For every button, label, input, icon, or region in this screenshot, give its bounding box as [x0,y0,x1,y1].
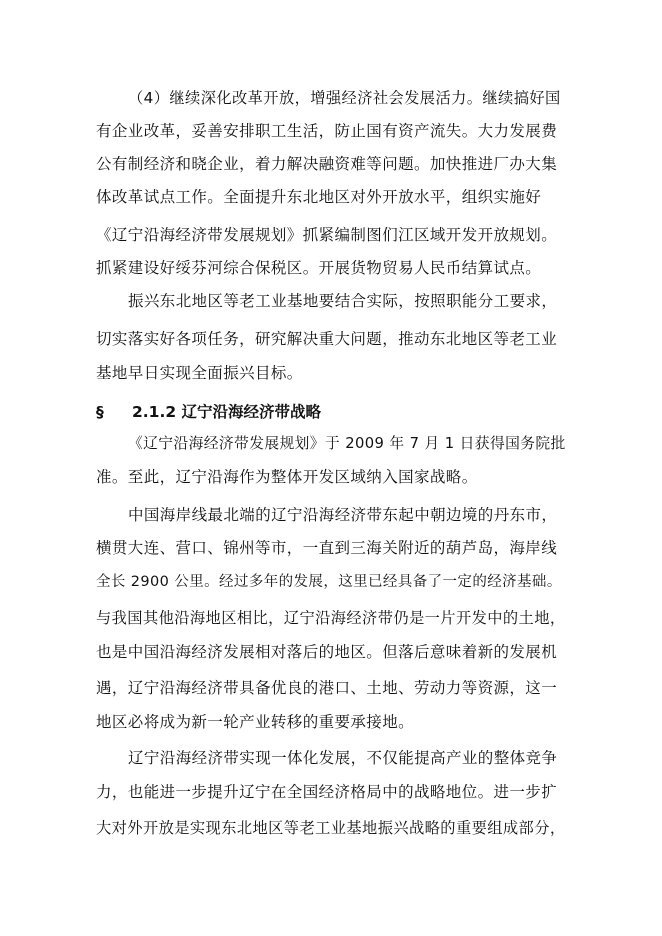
paragraph-line: 力，也能进一步提升辽宁在全国经济格局中的战略地位。进一步扩 [96,783,558,801]
paragraph-line: 体改革试点工作。全面提升东北地区对外开放水平，组织实施好 [96,188,542,206]
section-heading [96,402,321,422]
paragraph-line: （4）继续深化改革开放，增强经济社会发展活力。继续搞好国 [128,89,561,107]
paragraph-line: 切实落实好各项任务，研究解决重大问题，推动东北地区等老工业 [96,330,558,348]
paragraph-line: 公有制经济和晓企业，着力解决融资难等问题。加快推进厂办大集 [96,155,558,173]
paragraph-line: 大对外开放是实现东北地区等老工业基地振兴战略的重要组成部分， [96,819,566,837]
paragraph-line: 准。至此，辽宁沿海作为整体开发区域纳入国家战略。 [96,468,478,486]
paragraph-line: 有企业改革，妥善安排职工生活，防止国有资产流失。大力发展费 [96,122,558,140]
paragraph-line: 抓紧建设好绥芬河综合保税区。开展货物贸易人民币结算试点。 [96,259,542,277]
paragraph-line: 横贯大连、营口、锦州等市，一直到三海关附近的葫芦岛，海岸线 [96,539,558,557]
paragraph-line: 与我国其他沿海地区相比，辽宁沿海经济带仍是一片开发中的土地， [96,609,566,627]
section-title: 2.1.2 辽宁沿海经济带战略 [132,403,322,421]
section-symbol: § [96,403,104,421]
paragraph-line: 中国海岸线最北端的辽宁沿海经济带东起中朝边境的丹东市， [128,506,558,524]
paragraph-line: 全长 2900 公里。经过多年的发展，这里已经具备了一定的经济基础。 [96,574,562,590]
paragraph-line: 基地早日实现全面振兴目标。 [96,364,303,382]
paragraph-line: 遇，辽宁沿海经济带具备优良的港口、土地、劳动力等资源，这一 [96,679,558,697]
paragraph-line: 《辽宁沿海经济带发展规划》于 2009 年 7 月 1 日获得国务院批 [128,435,566,452]
paragraph-line: 也是中国沿海经济发展相对落后的地区。但落后意味着新的发展机 [96,643,558,661]
paragraph-line: 辽宁沿海经济带实现一体化发展，不仅能提高产业的整体竞争 [128,749,558,767]
paragraph-line: 振兴东北地区等老工业基地要结合实际，按照职能分工要求， [128,292,558,310]
paragraph-line: 《辽宁沿海经济带发展规划》抓紧编制图们江区域开发开放规划。 [96,226,558,244]
paragraph-line: 地区必将成为新一轮产业转移的重要承接地。 [96,713,415,731]
